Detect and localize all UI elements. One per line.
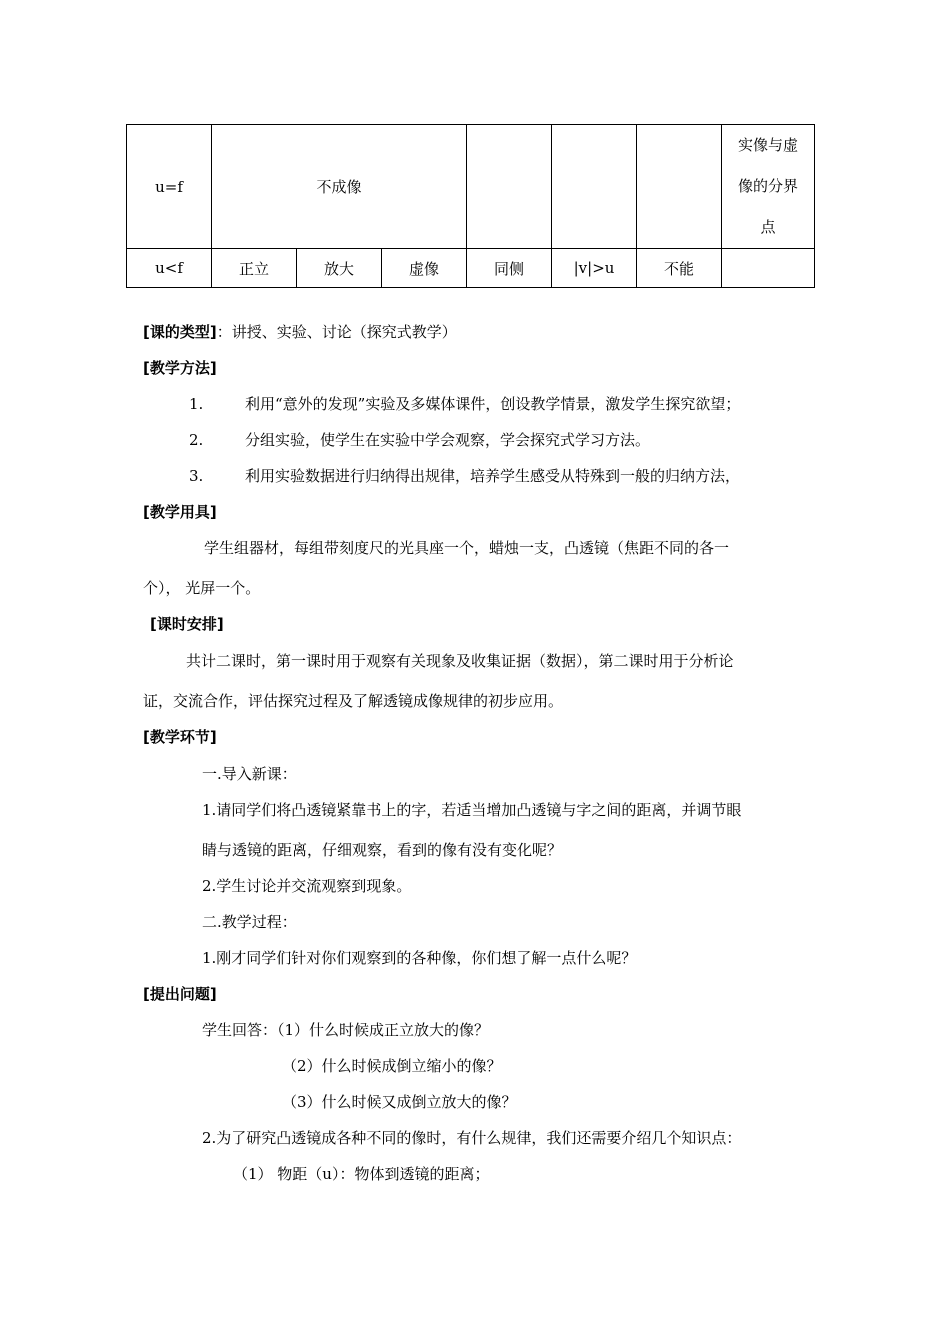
paragraph-line: 证，交流合作，评估探究过程及了解透镜成像规律的初步应用。 xyxy=(143,692,564,710)
table-cell xyxy=(552,125,637,249)
item-number: 3. xyxy=(189,467,204,485)
table-cell: 不成像 xyxy=(212,125,467,249)
lens-imaging-table xyxy=(126,124,815,288)
paragraph-line: 2.为了研究凸透镜成各种不同的像时，有什么规律，我们还需要介绍几个知识点： xyxy=(202,1129,742,1147)
answer-line: （2）什么时候成倒立缩小的像？ xyxy=(282,1057,502,1075)
answer-line: 学生回答：（1）什么时候成正立放大的像？ xyxy=(202,1021,490,1039)
course-type-line xyxy=(143,321,457,342)
table-cell: |v|>u xyxy=(552,249,637,288)
table-row xyxy=(127,249,815,288)
paragraph-line: 二.教学过程： xyxy=(202,913,297,931)
item-number: 2. xyxy=(189,431,204,449)
table-cell: 正立 xyxy=(212,249,297,288)
paragraph-line: 个）， 光屏一个。 xyxy=(143,579,261,597)
paragraph-line: 1.刚才同学们针对你们观察到的各种像，你们想了解一点什么呢？ xyxy=(202,949,637,967)
table-cell: u<f xyxy=(127,249,212,288)
section-heading: [教学用具] xyxy=(143,503,217,521)
paragraph-line: 2.学生讨论并交流观察到现象。 xyxy=(202,877,412,895)
table-cell: u=f xyxy=(127,125,212,249)
method-item xyxy=(189,393,740,414)
table-cell xyxy=(637,125,722,249)
method-item xyxy=(189,429,650,450)
section-heading: [教学环节] xyxy=(143,728,217,746)
cell-line: 像的分界 xyxy=(738,177,799,195)
paragraph-line: 共计二课时，第一课时用于观察有关现象及收集证据（数据），第二课时用于分析论 xyxy=(186,652,734,670)
table-cell: 同侧 xyxy=(467,249,552,288)
method-item xyxy=(189,465,740,486)
section-heading: [课的类型] xyxy=(143,323,217,341)
item-text: 利用实验数据进行归纳得出规律，培养学生感受从特殊到一般的归纳方法， xyxy=(245,467,741,485)
paragraph-line: （1） 物距（u）：物体到透镜的距离； xyxy=(233,1165,490,1183)
cell-line: 实像与虚 xyxy=(738,136,799,154)
table-row xyxy=(127,125,815,249)
section-heading: [课时安排] xyxy=(150,615,224,633)
item-text: 利用“意外的发现”实验及多媒体课件，创设教学情景，激发学生探究欲望； xyxy=(245,395,741,413)
item-text: 分组实验，使学生在实验中学会观察，学会探究式学习方法。 xyxy=(245,431,651,449)
table-cell xyxy=(722,125,815,249)
table-cell: 放大 xyxy=(297,249,382,288)
table-cell: 虚像 xyxy=(382,249,467,288)
section-heading: [提出问题] xyxy=(143,985,217,1003)
cell-line: 点 xyxy=(760,218,776,236)
paragraph-line: 学生组器材，每组带刻度尺的光具座一个，蜡烛一支，凸透镜（焦距不同的各一 xyxy=(204,539,730,557)
table-cell xyxy=(722,249,815,288)
section-text: ：讲授、实验、讨论（探究式教学） xyxy=(216,323,457,341)
answer-line: （3）什么时候又成倒立放大的像？ xyxy=(282,1093,517,1111)
item-number: 1. xyxy=(189,395,204,413)
paragraph-line: 睛与透镜的距离，仔细观察，看到的像有没有变化呢？ xyxy=(202,841,563,859)
table-cell xyxy=(467,125,552,249)
paragraph-line: 一.导入新课： xyxy=(202,765,297,783)
section-heading: [教学方法] xyxy=(143,359,217,377)
paragraph-line: 1.请同学们将凸透镜紧靠书上的字，若适当增加凸透镜与字之间的距离，并调节眼 xyxy=(202,801,742,819)
table-cell: 不能 xyxy=(637,249,722,288)
